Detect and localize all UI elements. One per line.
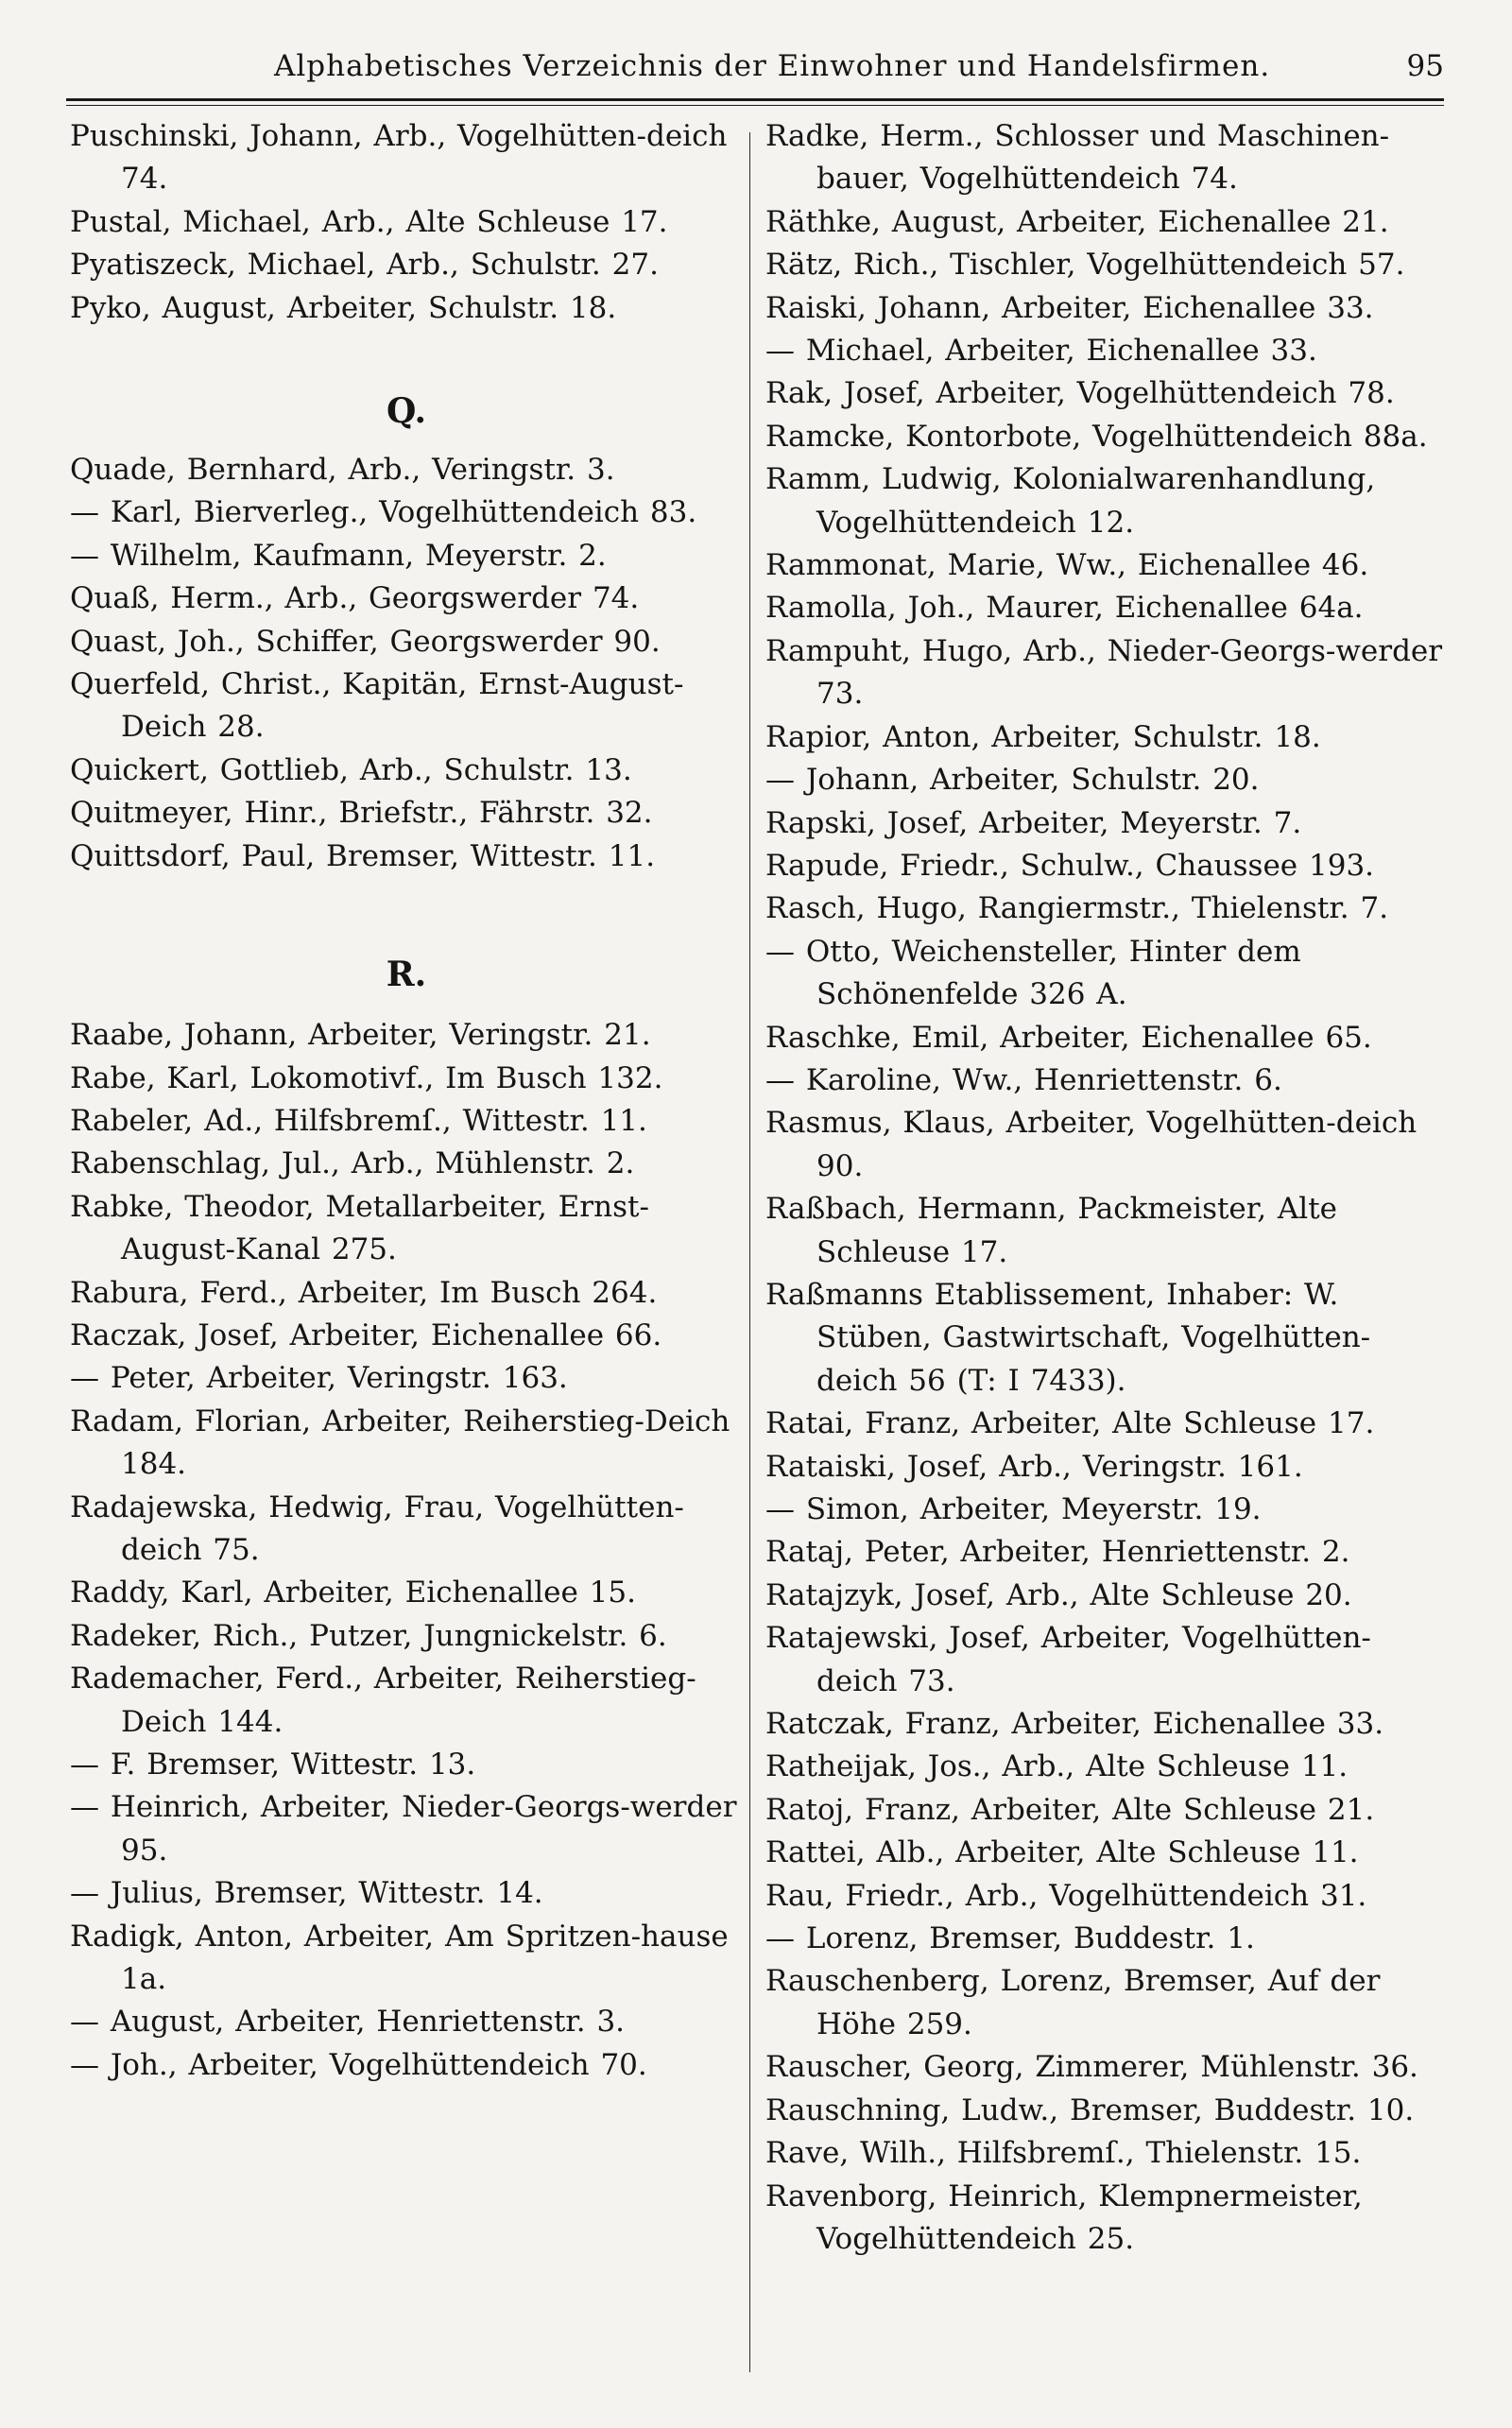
entries-r-continued: [765, 115, 1446, 2261]
directory-entry: Rammonat, Marie, Ww., Eichenallee 46.: [765, 548, 1369, 583]
directory-entry: Raczak, Josef, Arbeiter, Eichenallee 66.: [70, 1317, 662, 1352]
directory-entry: Rauschenberg, Lorenz, Bremser, Auf der Höhe 259.: [765, 1964, 1381, 2041]
directory-entry: Ramm, Ludwig, Kolonialwarenhandlung, Vogelhüttendeich 12.: [765, 462, 1376, 540]
right-column: [765, 115, 1446, 2261]
directory-entry: Raabe, Johann, Arbeiter, Veringstr. 21.: [70, 1018, 651, 1053]
directory-entry: Raiski, Johann, Arbeiter, Eichenallee 33.: [765, 290, 1374, 325]
directory-entry: Ratheijak, Jos., Arb., Alte Schleuse 11.: [765, 1749, 1349, 1784]
directory-entry: Pustal, Michael, Arb., Alte Schleuse 17.: [70, 204, 668, 239]
directory-entry: Rataj, Peter, Arbeiter, Henriettenstr. 2.: [765, 1535, 1350, 1570]
directory-entry: Rätz, Rich., Tischler, Vogelhüttendeich 57.: [765, 248, 1405, 283]
directory-entry: Quitmeyer, Hinr., Briefstr., Fährstr. 32.: [70, 796, 653, 831]
directory-entry: Ramcke, Kontorbote, Vogelhüttendeich 88a.: [765, 419, 1428, 454]
directory-entry: Ratajewski, Josef, Arbeiter, Vogelhütten-deich 73.: [765, 1621, 1371, 1698]
directory-entry: Radke, Herm., Schlosser und Maschinen-bauer, Vogelhüttendeich 74.: [765, 119, 1390, 197]
directory-entry: Rabke, Theodor, Metallarbeiter, Ernst-August-Kanal 275.: [70, 1189, 649, 1267]
directory-entry: Pyatiszeck, Michael, Arb., Schulstr. 27.: [70, 248, 659, 283]
directory-entry: Radigk, Anton, Arbeiter, Am Spritzen-hause 1a.: [70, 1919, 729, 1997]
entries-r: [70, 1014, 743, 2087]
directory-entry: — Michael, Arbeiter, Eichenallee 33.: [765, 334, 1317, 369]
directory-entry: Ratczak, Franz, Arbeiter, Eichenallee 33.: [765, 1707, 1384, 1742]
directory-entry: Rak, Josef, Arbeiter, Vogelhüttendeich 78.: [765, 376, 1395, 411]
directory-entry: Rauscher, Georg, Zimmerer, Mühlenstr. 36.: [765, 2050, 1418, 2085]
directory-entry: Puschinski, Johann, Arb., Vogelhütten-deich 74.: [70, 119, 728, 197]
directory-entry: Rasch, Hugo, Rangiermstr., Thielenstr. 7.: [765, 891, 1389, 926]
directory-entry: — Julius, Bremser, Wittestr. 14.: [70, 1876, 543, 1911]
directory-entry: Ratai, Franz, Arbeiter, Alte Schleuse 17.: [765, 1406, 1375, 1441]
page-header: [66, 49, 1444, 93]
directory-entry: Quaß, Herm., Arb., Georgswerder 74.: [70, 581, 640, 616]
header-rule-thick: [66, 98, 1444, 101]
entries-p: [70, 115, 743, 330]
directory-entry: Quade, Bernhard, Arb., Veringstr. 3.: [70, 453, 615, 488]
page-number: 95: [1406, 49, 1444, 83]
directory-entry: — Johann, Arbeiter, Schulstr. 20.: [765, 763, 1260, 798]
directory-entry: Rampuht, Hugo, Arb., Nieder-Georgs-werder 73.: [765, 633, 1443, 712]
directory-entry: Rabe, Karl, Lokomotivf., Im Busch 132.: [70, 1060, 663, 1095]
directory-entry: Raschke, Emil, Arbeiter, Eichenallee 65.: [765, 1020, 1372, 1055]
directory-entry: Raßbach, Hermann, Packmeister, Alte Schleuse 17.: [765, 1192, 1338, 1269]
directory-entry: Rademacher, Ferd., Arbeiter, Reiherstieg-Deich 144.: [70, 1662, 696, 1739]
directory-entry: — Lorenz, Bremser, Buddestr. 1.: [765, 1921, 1255, 1956]
header-rule-thin: [66, 105, 1444, 106]
directory-entry: Ravenborg, Heinrich, Klempnermeister, Vogelhüttendeich 25.: [765, 2178, 1363, 2256]
directory-entry: Rapski, Josef, Arbeiter, Meyerstr. 7.: [765, 805, 1302, 840]
directory-entry: Rapude, Friedr., Schulw., Chaussee 193.: [765, 848, 1375, 883]
page-title: Alphabetisches Verzeichnis der Einwohner und Handelsfirmen.: [274, 49, 1271, 83]
directory-entry: Ratoj, Franz, Arbeiter, Alte Schleuse 21.: [765, 1792, 1375, 1827]
left-column: [70, 115, 743, 2087]
entries-q: [70, 449, 743, 878]
directory-entry: Radajewska, Hedwig, Frau, Vogelhütten-deich 75.: [70, 1490, 684, 1567]
directory-entry: Räthke, August, Arbeiter, Eichenallee 21.: [765, 204, 1389, 239]
directory-entry: Rabeler, Ad., Hilfsbremſ., Wittestr. 11.: [70, 1103, 647, 1138]
directory-entry: — Wilhelm, Kaufmann, Meyerstr. 2.: [70, 538, 607, 573]
directory-entry: — Joh., Arbeiter, Vogelhüttendeich 70.: [70, 2047, 647, 2082]
directory-entry: — Peter, Arbeiter, Veringstr. 163.: [70, 1361, 568, 1396]
directory-entry: Rau, Friedr., Arb., Vogelhüttendeich 31.: [765, 1878, 1367, 1913]
directory-entry: Rabenschlag, Jul., Arb., Mühlenstr. 2.: [70, 1146, 635, 1181]
directory-entry: — F. Bremser, Wittestr. 13.: [70, 1748, 476, 1782]
directory-entry: Rataiski, Josef, Arb., Veringstr. 161.: [765, 1449, 1303, 1484]
directory-entry: Rabura, Ferd., Arbeiter, Im Busch 264.: [70, 1275, 658, 1310]
directory-entry: Raßmanns Etablissement, Inhaber: W. Stüben, Gastwirtschaft, Vogelhütten-deich 56 (T: I 7433).: [765, 1277, 1371, 1398]
directory-entry: Radeker, Rich., Putzer, Jungnickelstr. 6.: [70, 1618, 667, 1653]
section-letter-r: R.: [386, 955, 427, 995]
directory-entry: Rattei, Alb., Arbeiter, Alte Schleuse 11.: [765, 1835, 1359, 1870]
directory-entry: Querfeld, Christ., Kapitän, Ernst-August-Deich 28.: [70, 667, 684, 745]
column-divider: [749, 132, 750, 2372]
directory-entry: Quast, Joh., Schiffer, Georgswerder 90.: [70, 624, 661, 659]
directory-entry: — Karl, Bierverleg., Vogelhüttendeich 83.: [70, 495, 697, 530]
directory-entry: Quickert, Gottlieb, Arb., Schulstr. 13.: [70, 752, 632, 787]
directory-entry: Ramolla, Joh., Maurer, Eichenallee 64a.: [765, 591, 1364, 626]
directory-entry: Rauschning, Ludw., Bremser, Buddestr. 10.: [765, 2092, 1415, 2127]
directory-entry: — Karoline, Ww., Henriettenstr. 6.: [765, 1062, 1282, 1097]
directory-entry: Quittsdorf, Paul, Bremser, Wittestr. 11.: [70, 838, 656, 873]
directory-entry: Rasmus, Klaus, Arbeiter, Vogelhütten-deich 90.: [765, 1106, 1418, 1183]
directory-entry: — August, Arbeiter, Henriettenstr. 3.: [70, 2005, 626, 2040]
directory-entry: Rapior, Anton, Arbeiter, Schulstr. 18.: [765, 719, 1321, 754]
directory-entry: Radam, Florian, Arbeiter, Reiherstieg-Deich 184.: [70, 1403, 730, 1482]
directory-entry: Ratajzyk, Josef, Arb., Alte Schleuse 20.: [765, 1577, 1352, 1612]
directory-entry: — Heinrich, Arbeiter, Nieder-Georgs-werder 95.: [70, 1790, 737, 1868]
directory-entry: Raddy, Karl, Arbeiter, Eichenallee 15.: [70, 1576, 636, 1610]
directory-entry: Rave, Wilh., Hilfsbremſ., Thielenstr. 15.: [765, 2136, 1362, 2171]
directory-entry: Pyko, August, Arbeiter, Schulstr. 18.: [70, 290, 617, 325]
directory-entry: — Simon, Arbeiter, Meyerstr. 19.: [765, 1492, 1262, 1526]
section-letter-q: Q.: [386, 391, 427, 432]
directory-entry: — Otto, Weichensteller, Hinter dem Schönenfelde 326 A.: [765, 934, 1301, 1012]
